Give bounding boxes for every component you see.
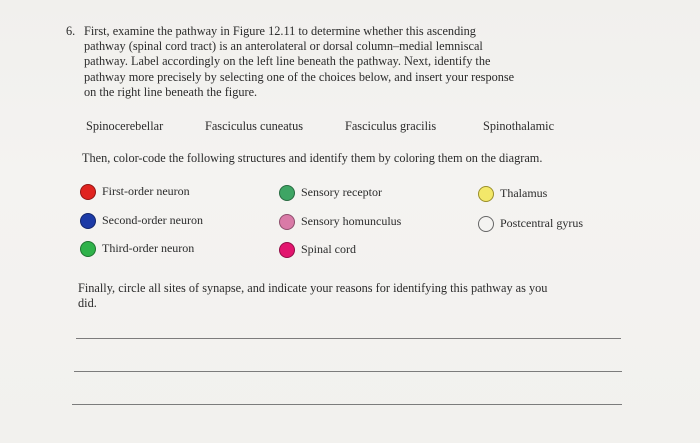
pink-dot-icon	[279, 214, 295, 230]
legend-label: Thalamus	[500, 186, 548, 200]
legend-label: Sensory homunculus	[301, 214, 402, 228]
question-line-4: pathway more precisely by selecting one of the choices below, and insert your response	[84, 69, 515, 84]
answer-line-3[interactable]	[72, 404, 622, 405]
green-dot-icon	[80, 241, 96, 257]
pathway-choices	[0, 119, 700, 137]
legend-label: First-order neuron	[102, 184, 190, 198]
blue-dot-icon	[80, 213, 96, 229]
yellow-dot-icon	[478, 186, 494, 202]
legend-label: Second-order neuron	[102, 213, 203, 227]
choice-fasciculus-gracilis: Fasciculus gracilis	[345, 119, 437, 133]
answer-line-1[interactable]	[76, 338, 621, 339]
question-number: 6.	[66, 24, 76, 38]
color-code-instruction: Then, color-code the following structures and identify them by coloring them on the diagram.	[82, 151, 543, 165]
empty-circle-icon	[478, 216, 494, 232]
red-dot-icon	[80, 184, 96, 200]
answer-line-2[interactable]	[74, 371, 622, 372]
question-line-3: pathway. Label accordingly on the left line beneath the pathway. Next, identify the	[84, 54, 491, 69]
magenta-dot-icon	[279, 242, 295, 258]
legend-label: Third-order neuron	[102, 241, 195, 255]
choice-fasciculus-cuneatus: Fasciculus cuneatus	[205, 119, 304, 133]
green-dot-icon	[279, 185, 295, 201]
choice-spinocerebellar: Spinocerebellar	[86, 119, 164, 133]
question-line-1: First, examine the pathway in Figure 12.11 to determine whether this ascending	[84, 24, 476, 38]
choice-spinothalamic: Spinothalamic	[483, 119, 555, 133]
final-instruction: Finally, circle all sites of synapse, and indicate your reasons for identifying this pathway as you did.	[78, 281, 548, 310]
legend-label: Sensory receptor	[301, 185, 382, 199]
question-6	[66, 24, 546, 100]
question-line-2: pathway (spinal cord tract) is an anterolateral or dorsal column–medial lemniscal	[84, 39, 483, 54]
legend-label: Spinal cord	[301, 242, 356, 256]
legend-label: Postcentral gyrus	[500, 216, 583, 230]
question-line-5: on the right line beneath the figure.	[84, 84, 258, 99]
